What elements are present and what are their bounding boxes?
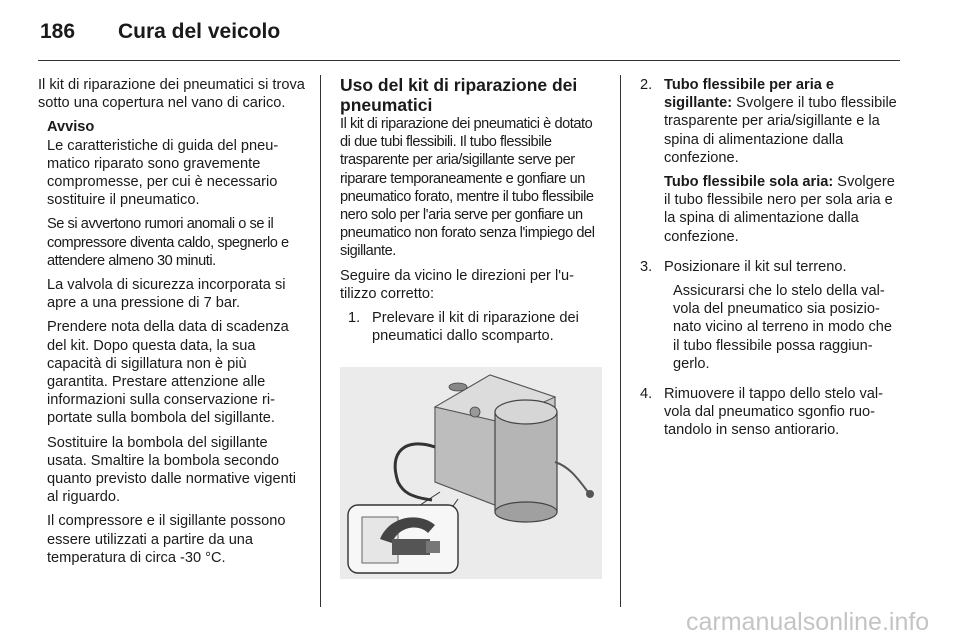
list-text-bold: Tubo flessibile sola aria: (664, 174, 834, 191)
list-item (640, 385, 902, 440)
body-paragraph: Seguire da vicino le direzioni per l'utilizzo corretto: (340, 267, 574, 302)
list-text (664, 76, 902, 167)
notice-paragraph: Il compressore e il sigillante possono essere utilizzati a partire da una temperatura di circa -30 °C. (47, 513, 286, 566)
page-title: Cura del veicolo (118, 20, 281, 43)
header-rule (38, 60, 900, 61)
notice-paragraph: Se si avvertono rumori anomali o se il compressore diventa caldo, spegnerlo e attendere almeno 30 minuti. (47, 216, 289, 269)
list-text: Rimuovere il tappo dello stelo valvola dal pneumatico sgonfio ruotandolo in senso antiorario. (664, 386, 884, 439)
list-item (640, 258, 902, 379)
column-divider-1 (320, 75, 321, 607)
column-3 (640, 76, 902, 446)
list-text (664, 173, 902, 246)
list-text-regular: Svolgere il tubo flessibile nero per sola aria e la spina di alimentazione dalla confezione. (664, 174, 895, 245)
notice-title: Avviso (47, 119, 95, 136)
tyre-repair-kit-illustration (340, 367, 602, 579)
list-number: 4. (640, 386, 653, 403)
column-1 (38, 76, 306, 573)
list-item (640, 76, 902, 252)
notice-paragraph: La valvola di sicurezza incorporata si apre a una pressione di 7 bar. (47, 277, 286, 312)
list-text: Prelevare il kit di riparazione dei pneumatici dallo scomparto. (372, 310, 579, 345)
notice-box (38, 118, 306, 567)
column-divider-2 (620, 75, 621, 607)
notice-paragraph: Prendere nota della data di scadenza del kit. Dopo questa data, la sua capacità di sigillatura non è più garantita. Prestare attenzione alle informazioni sulla conservazione riportate sulla bombola del sigillante. (47, 319, 289, 427)
page-number: 186 (40, 20, 76, 43)
list-text-bold: Tubo flessibile per aria e sigillante: (664, 77, 835, 112)
section-title: Uso del kit di riparazione dei pneumatici (340, 75, 578, 115)
list-detail: Assicurarsi che lo stelo della valvola del pneumatico sia posizionato vicino al terreno in modo che il tubo flessibile possa raggiungerlo. (673, 283, 893, 372)
list-number: 1. (348, 310, 361, 327)
list-item (348, 309, 604, 345)
watermark: carmanualsonline.info (686, 608, 930, 636)
notice-paragraph: Le caratteristiche di guida del pneumatico riparato sono gravemente compromesse, per cui è necessario sostituire il pneumatico. (47, 137, 279, 209)
intro-paragraph: Il kit di riparazione dei pneumatici si trova sotto una copertura nel vano di carico. (38, 77, 305, 112)
column-2 (340, 76, 604, 351)
body-paragraph: Il kit di riparazione dei pneumatici è dotato di due tubi flessibili. Il tubo flessibile trasparente per aria/sigillante serve per riparare temporaneamente e gonfiare un pneumatico forato, mentre il tubo flessibile nero solo per l'aria serve per gonfiare un pneumatico non forato senza l'impiego del sigillante. (340, 116, 595, 260)
list-number: 3. (640, 258, 653, 275)
list-number: 2. (640, 77, 653, 93)
list-text-regular: Svolgere il tubo flessibile trasparente per aria/sigillante e la spina di alimentazione dalla confezione. (664, 95, 897, 166)
list-text: Posizionare il kit sul terreno. (664, 258, 847, 275)
notice-paragraph: Sostituire la bombola del sigillante usata. Smaltire la bombola secondo quanto previsto dalle normative vigenti al riguardo. (47, 434, 297, 506)
